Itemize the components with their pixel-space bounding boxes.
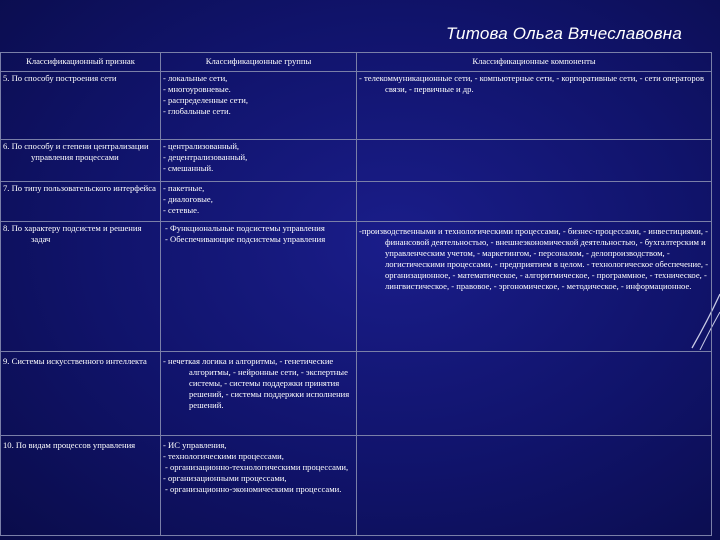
header-feature: Классификационный признак xyxy=(1,53,161,72)
header-components: Классификационные компоненты xyxy=(357,53,712,72)
group-item: - организационно-экономическими процессами. xyxy=(165,484,342,494)
row-groups xyxy=(161,436,357,536)
row-groups: - нечеткая логика и алгоритмы, - генетические алгоритмы, - нейронные сети, - экспертные системы, - системы поддержки принятия решений, - системы поддержки исполнения решений. xyxy=(161,352,357,436)
group-item: - ИС управления, xyxy=(163,440,227,450)
group-item: - децентрализованный, xyxy=(163,152,248,162)
table-header-row xyxy=(1,53,712,72)
table-row xyxy=(1,436,712,536)
row-feature: 6. По способу и степени централизации управления процессами xyxy=(1,140,161,182)
group-item: - диалоговые, xyxy=(163,194,213,204)
row-groups xyxy=(161,222,357,352)
header-groups: Классификационные группы xyxy=(161,53,357,72)
row-feature: 9. Системы искусственного интеллекта xyxy=(1,352,161,436)
group-item: - локальные сети, xyxy=(163,73,228,83)
page-title: Титова Ольга Вячеславовна xyxy=(446,24,682,43)
table-row xyxy=(1,352,712,436)
row-groups xyxy=(161,72,357,140)
row-components: -производственными и технологическими процессами, - бизнес-процессами, - инвестициями, - финансовой деятельностью, - внешнеэкономической деятельностью, - бухгалтерским и управленческим учетом, - маркетингом, - персоналом, - делопроизводством, - логистическими процессами, - предприятием в целом. - технологическое обеспечение, - организационное, - математическое, - алгоритмическое, - программное, - техническое, - лингвистическое, - правовое, - эргономическое, - методическое, - информационное. xyxy=(357,222,712,352)
group-item: - Функциональные подсистемы управления xyxy=(165,223,325,233)
table-row xyxy=(1,222,712,352)
group-item: - организационными процессами, xyxy=(163,473,287,483)
table-row xyxy=(1,72,712,140)
row-feature: 10. По видам процессов управления xyxy=(1,436,161,536)
group-item: - Обеспечивающие подсистемы управления xyxy=(165,234,326,244)
group-item: - глобальные сети. xyxy=(163,106,231,116)
row-feature: 8. По характеру подсистем и решения задач xyxy=(1,222,161,352)
row-components xyxy=(357,352,712,436)
table-row xyxy=(1,182,712,222)
row-components xyxy=(357,436,712,536)
group-item: - организационно-технологическими процессами, xyxy=(165,462,349,472)
row-feature: 7. По типу пользовательского интерфейса xyxy=(1,182,161,222)
group-item: - сетевые. xyxy=(163,205,200,215)
group-item: - централизованный, xyxy=(163,141,240,151)
group-item: - многоуровневые. xyxy=(163,84,231,94)
classification-table xyxy=(0,52,712,536)
group-item: - распределенные сети, xyxy=(163,95,248,105)
row-components xyxy=(357,182,712,222)
row-groups xyxy=(161,140,357,182)
group-item: - пакетные, xyxy=(163,183,205,193)
group-item: - технологическими процессами, xyxy=(163,451,284,461)
row-components: - телекоммуникационные сети, - компьютерные сети, - корпоративные сети, - сети операторов связи, - первичные и др. xyxy=(357,72,712,140)
table-row xyxy=(1,140,712,182)
group-item: - смешанный. xyxy=(163,163,214,173)
row-feature: 5. По способу построения сети xyxy=(1,72,161,140)
row-components xyxy=(357,140,712,182)
row-groups xyxy=(161,182,357,222)
